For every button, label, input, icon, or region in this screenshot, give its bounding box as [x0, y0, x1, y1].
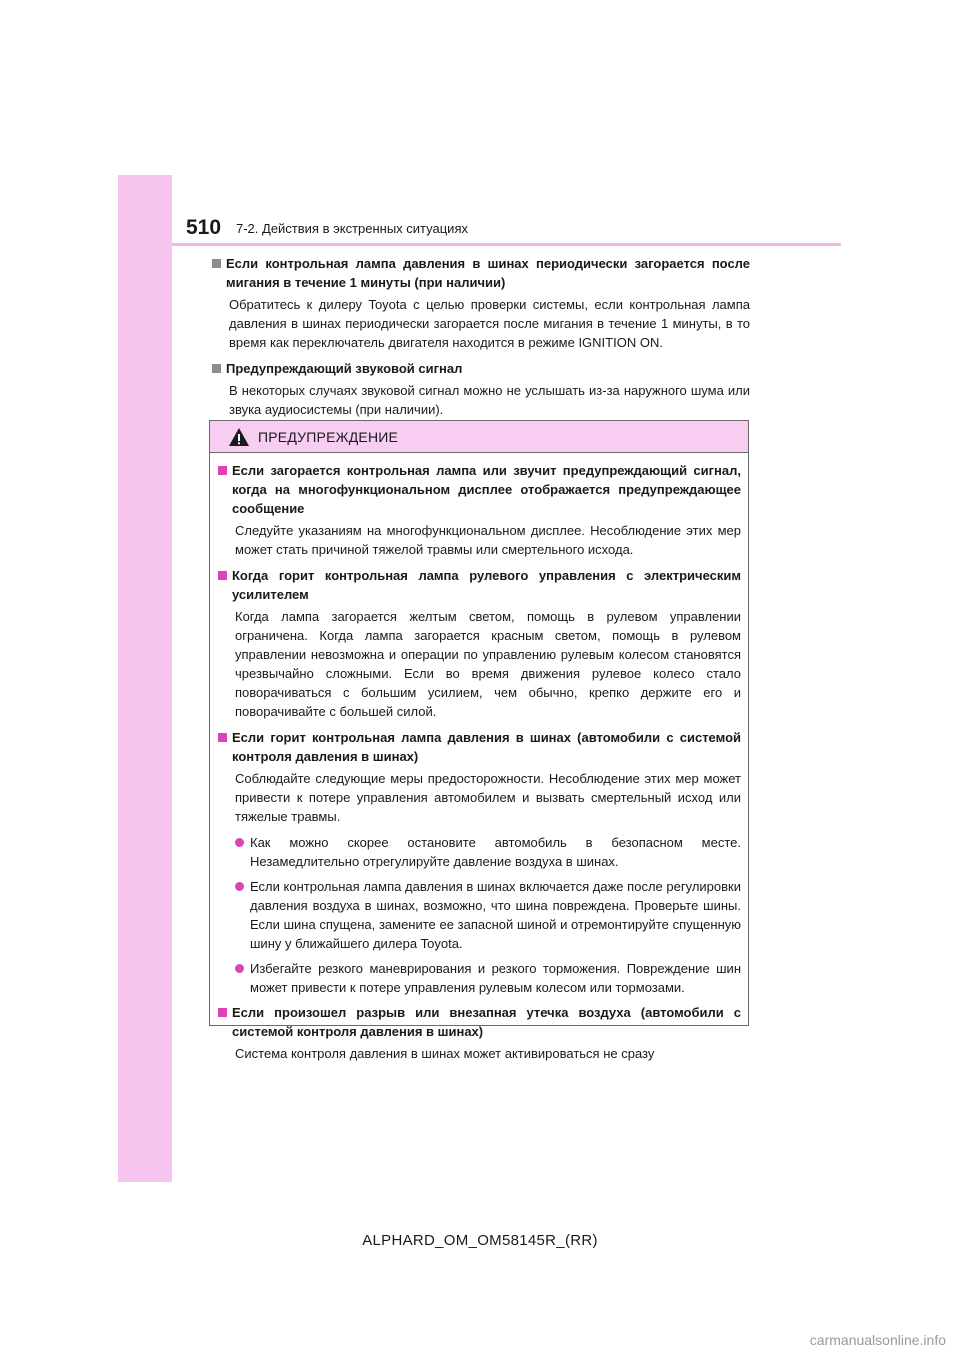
warning-body: [210, 453, 748, 1063]
square-bullet-icon: [218, 1008, 227, 1017]
watermark: carmanualsonline.info: [809, 1332, 946, 1348]
bullet-text: Как можно скорее остановите автомобиль в безопасном месте. Незамедлительно отрегулируйте давление воздуха в шинах.: [250, 835, 741, 869]
round-bullet-icon: [235, 964, 244, 973]
list-item: [235, 833, 741, 871]
heading-text: Если горит контрольная лампа давления в шинах (автомобили с системой контроля давления в шинах): [232, 730, 741, 764]
bullet-text: Избегайте резкого маневрирования и резкого торможения. Повреждение шин может привести к потере управления рулевым колесом или тормозами.: [250, 961, 741, 995]
round-bullet-icon: [235, 882, 244, 891]
warning-title: ПРЕДУПРЕЖДЕНИЕ: [258, 428, 399, 445]
warning-heading: [218, 728, 741, 766]
main-content: [212, 254, 750, 426]
list-item: [235, 959, 741, 997]
warning-heading: [218, 461, 741, 518]
warning-text: Соблюдайте следующие меры предосторожности. Несоблюдение этих мер может привести к потере управления автомобилем и вызвать смертельный исход или тяжелые травмы.: [235, 771, 741, 824]
warning-heading: [218, 1003, 741, 1041]
warning-text: Следуйте указаниям на многофункциональном дисплее. Несоблюдение этих мер может стать причиной тяжелой травмы или смертельного исхода.: [235, 523, 741, 557]
square-bullet-icon: [218, 466, 227, 475]
section-heading: [212, 254, 750, 292]
round-bullet-icon: [235, 838, 244, 847]
heading-text: Если произошел разрыв или внезапная утечка воздуха (автомобили с системой контроля давления в шинах): [232, 1005, 741, 1039]
warning-triangle-icon: [228, 427, 250, 447]
square-bullet-icon: [212, 364, 221, 373]
heading-text: Предупреждающий звуковой сигнал: [226, 361, 463, 376]
warning-text: Когда лампа загорается желтым светом, помощь в рулевом управлении ограничена. Когда лампа загорается красным светом, помощь в рулевом управлении невозможна и операции по управлению рулевым колесом становятся чрезвычайно сложными. Если во время движения рулевое колесо стало поворачиваться с большим усилием, чем обычно, крепко держите его и поворачивайте с большей силой.: [235, 609, 741, 719]
heading-text: Если загорается контрольная лампа или звучит предупреждающий сигнал, когда на многофункциональном дисплее отображается предупреждающее сообщение: [232, 463, 741, 516]
section-text: Обратитесь к дилеру Toyota с целью проверки системы, если контрольная лампа давления в шинах периодически загорается после мигания в течение 1 минуты, в то время как переключатель двигателя находится в режиме IGNITION ON.: [229, 297, 750, 350]
section-heading: [212, 359, 750, 378]
warning-header: [210, 421, 748, 453]
footer-code: ALPHARD_OM_OM58145R_(RR): [362, 1232, 598, 1249]
bullet-text: Если контрольная лампа давления в шинах включается даже после регулировки давления воздуха в шинах, возможно, что шина повреждена. Проверьте шины. Если шина спущена, замените ее запасной шиной и отремонтируйте спущенную шину у ближайшего дилера Toyota.: [250, 879, 741, 951]
list-item: [235, 877, 741, 953]
square-bullet-icon: [218, 571, 227, 580]
heading-text: Когда горит контрольная лампа рулевого управления с электрическим усилителем: [232, 568, 741, 602]
square-bullet-icon: [212, 259, 221, 268]
header-rule: [172, 243, 841, 246]
section-title: 7-2. Действия в экстренных ситуациях: [236, 221, 468, 236]
warning-text: Система контроля давления в шинах может активироваться не сразу: [235, 1046, 655, 1061]
side-band: [118, 175, 172, 1182]
heading-text: Если контрольная лампа давления в шинах периодически загорается после мигания в течение 1 минуты (при наличии): [226, 256, 750, 290]
section-text: В некоторых случаях звуковой сигнал можно не услышать из-за наружного шума или звука аудиосистемы (при наличии).: [229, 383, 750, 417]
square-bullet-icon: [218, 733, 227, 742]
warning-heading: [218, 566, 741, 604]
warning-box: [209, 420, 749, 1061]
page-number: 510: [186, 216, 222, 239]
